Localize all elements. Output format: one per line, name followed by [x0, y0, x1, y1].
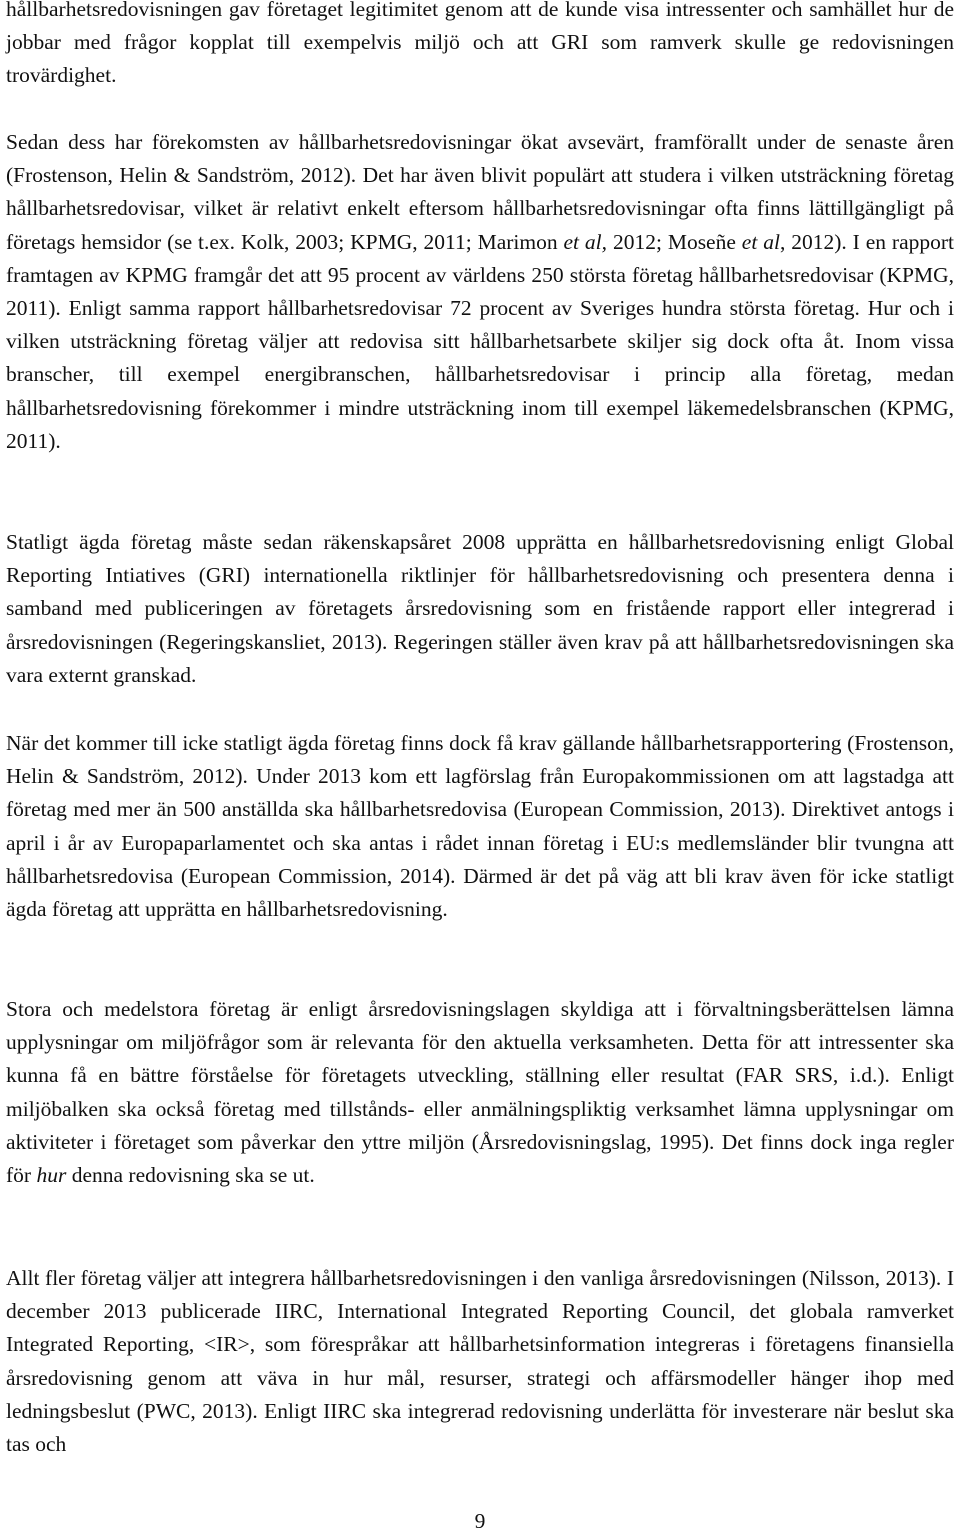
text-run: et al — [741, 229, 780, 254]
page-number: 9 — [474, 1509, 486, 1533]
text-run: Stora och medelstora företag är enligt årsredovisningslagen skyldiga att i förvaltningsberättelsen lämna upplysningar om miljöfrågor som är relevanta för den aktuella verksamheten. Detta för att intressenter ska kunna få en bättre förståelse för företagets utveckling, ställning eller resultat (FAR SRS, i.d.). Enligt miljöbalken ska också företag med tillstånds- eller anmälningspliktig verksamhet lämna upplysningar om aktiviteter i företaget som påverkar den yttre miljön (Årsredovisningslag, 1995). Det finns dock inga regler för — [6, 997, 954, 1188]
paragraph-1 — [6, 0, 954, 93]
text-run: denna redovisning ska se ut. — [66, 1163, 315, 1188]
text-run: Sedan dess har förekomsten av hållbarhetsredovisningar ökat avsevärt, framförallt under de senaste åren (Frostenson, Helin & Sandström, 2012). Det har även blivit populärt att studera i vilken utsträckning företag hållbarhetsredovisar, vilket är relativt enkelt eftersom hållbarhetsredovisningar ofta finns lättillgängligt på företags hemsidor (se t.ex. Kolk, 2003; KPMG, 2011; Marimon — [6, 130, 954, 254]
text-run: hållbarhetsredovisningen gav företaget legitimitet genom att de kunde visa intressenter och samhället hur de jobbar med frågor kopplat till exempelvis miljö och att GRI som ramverk skulle ge redovisningen trovärdighet. — [6, 0, 954, 88]
paragraph-3 — [6, 526, 954, 692]
paragraph-4 — [6, 727, 954, 926]
text-run: Statligt ägda företag måste sedan räkenskapsåret 2008 upprätta en hållbarhetsredovisning enligt Global Reporting Intiatives (GRI) internationella riktlinjer för hållbarhetsredovisning och presentera denna i samband med publiceringen av företagets årsredovisning som en fristående rapport eller integrerad i årsredovisningen (Regeringskansliet, 2013). Regeringen ställer även krav på att hållbarhetsredovisningen ska vara externt granskad. — [6, 530, 954, 687]
text-run: Allt fler företag väljer att integrera hållbarhetsredovisningen i den vanliga årsredovisningen (Nilsson, 2013). I december 2013 publicerade IIRC, International Integrated Reporting Council, det globala ramverket Integrated Reporting, <IR>, som förespråkar att hållbarhetsinformation integreras i företagens finansiella årsredovisning genom att väva in hur mål, resurser, strategi och affärsmodeller hänger ihop med ledningsbeslut (PWC, 2013). Enligt IIRC ska integrerad redovisning underlätta för investerare när beslut ska tas och — [6, 1266, 954, 1457]
paragraph-5 — [6, 993, 954, 1192]
text-run: När det kommer till icke statligt ägda företag finns dock få krav gällande hållbarhetsrapportering (Frostenson, Helin & Sandström, 2012). Under 2013 kom ett lagförslag från Europakommissionen om att lagstadga att företag med mer än 500 anställda ska hållbarhetsredovisa (European Commission, 2013). Direktivet antogs i april i år av Europaparlamentet och ska antas i rådet innan företag i EU:s medlemsländer blir tvungna att hållbarhetsredovisa (European Commission, 2014). Därmed är det på väg att bli krav även för icke statligt ägda företag att upprätta en hållbarhetsredovisning. — [6, 731, 954, 922]
text-run: hur — [36, 1163, 67, 1188]
text-run: et al, — [563, 229, 608, 254]
paragraph-6 — [6, 1262, 954, 1461]
paragraph-2 — [6, 126, 954, 458]
text-run: , 2012). I en rapport framtagen av KPMG framgår det att 95 procent av världens 250 största företag hållbarhetsredovisar (KPMG, 2011). Enligt samma rapport hållbarhetsredovisar 72 procent av Sveriges hundra största företag. Hur och i vilken utsträckning företag väljer att redovisa sitt hållbarhetsarbete skiljer sig dock ofta åt. Inom vissa branscher, till exempel energibranschen, hållbarhetsredovisar i princip alla företag, medan hållbarhetsredovisning förekommer i mindre utsträckning inom till exempel läkemedelsbranschen (KPMG, 2011). — [6, 229, 955, 453]
text-run: 2012; Moseñe — [607, 229, 742, 254]
